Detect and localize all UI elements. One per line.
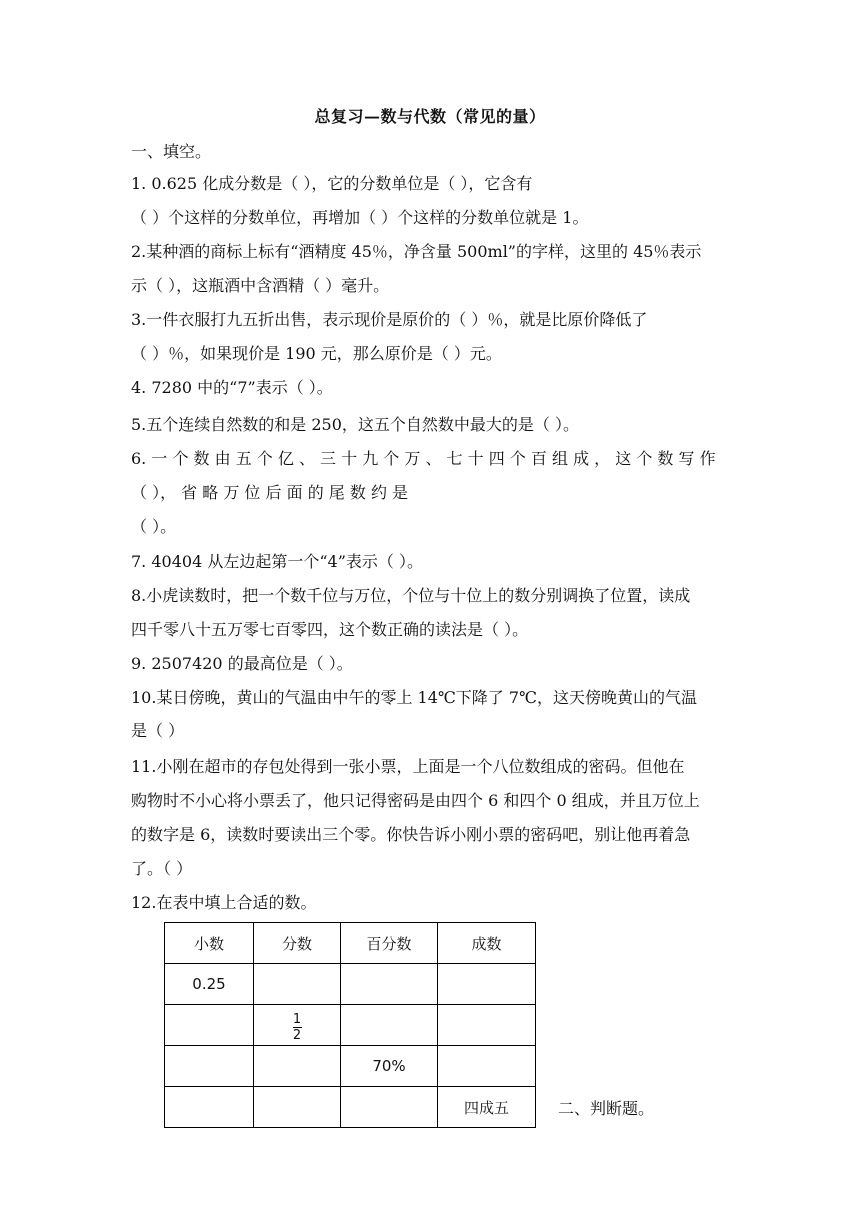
question-10-line-2: 是（ ） <box>131 721 185 740</box>
fraction-denominator: 2 <box>292 1027 302 1043</box>
cell-blank[interactable] <box>254 1046 341 1087</box>
question-11-line-2: 购物时不小心将小票丢了，他只记得密码是由四个 6 和四个 0 组成，并且万位上 <box>131 791 700 810</box>
cell-decimal: 0.25 <box>165 964 254 1005</box>
fraction-one-half <box>293 1013 302 1042</box>
question-11-line-1: 11.小刚在超市的存包处得到一张小票，上面是一个八位数组成的密码。但他在 <box>131 757 685 776</box>
question-6-line-2: （ ）， 省 略 万 位 后 面 的 尾 数 约 是 <box>131 483 409 502</box>
table-row <box>165 1087 536 1128</box>
cell-percent: 70% <box>341 1046 438 1087</box>
question-10-line-1: 10.某日傍晚，黄山的气温由中午的零上 14℃下降了 7℃，这天傍晚黄山的气温 <box>131 688 697 707</box>
question-3-line-2: （ ）％，如果现价是 190 元，那么原价是（ ）元。 <box>131 344 502 363</box>
table-header-row <box>165 923 536 964</box>
page-title: 总复习—数与代数（常见的量） <box>314 107 546 126</box>
cell-blank[interactable] <box>438 964 536 1005</box>
question-1-line-1: 1. 0.625 化成分数是（ ），它的分数单位是（ ），它含有 <box>131 174 533 193</box>
cell-blank[interactable] <box>341 1087 438 1128</box>
cell-blank[interactable] <box>254 1087 341 1128</box>
question-11-line-3: 的数字是 6，读数时要读出三个零。你快告诉小刚小票的密码吧，别让他再着急 <box>131 825 691 844</box>
fraction-numerator: 1 <box>292 1011 302 1027</box>
cell-blank[interactable] <box>165 1005 254 1046</box>
question-7: 7. 40404 从左边起第一个“4”表示（ ）。 <box>131 552 423 571</box>
question-2-line-2: 示（ ），这瓶酒中含酒精（ ）毫升。 <box>131 276 390 295</box>
question-12: 12.在表中填上合适的数。 <box>131 893 317 912</box>
header-decimal: 小数 <box>165 923 254 964</box>
cell-blank[interactable] <box>341 1005 438 1046</box>
question-9: 9. 2507420 的最高位是（ ）。 <box>131 654 353 673</box>
conversion-table <box>164 922 536 1128</box>
question-5: 5.五个连续自然数的和是 250，这五个自然数中最大的是（ ）。 <box>131 415 579 434</box>
question-4: 4. 7280 中的“7”表示（ ）。 <box>131 378 333 397</box>
cell-blank[interactable] <box>165 1046 254 1087</box>
table-row <box>165 964 536 1005</box>
header-chengshu: 成数 <box>438 923 536 964</box>
cell-fraction <box>254 1005 341 1046</box>
cell-blank[interactable] <box>438 1046 536 1087</box>
cell-blank[interactable] <box>438 1005 536 1046</box>
header-fraction: 分数 <box>254 923 341 964</box>
cell-blank[interactable] <box>341 964 438 1005</box>
question-11-line-4: 了。（ ） <box>131 859 193 878</box>
question-2-line-1: 2.某种酒的商标上标有“酒精度 45％，净含量 500ml”的字样，这里的 45％表示 <box>131 242 702 261</box>
section-heading-fill: 一、填空。 <box>131 142 212 161</box>
question-6-line-3: （ ）。 <box>131 517 177 536</box>
question-8-line-1: 8.小虎读数时，把一个数千位与万位，个位与十位上的数分别调换了位置，读成 <box>131 586 691 605</box>
table-row <box>165 1005 536 1046</box>
question-6-line-1: 6. 一 个 数 由 五 个 亿 、 三 十 九 个 万 、 七 十 四 个 百 组 成 ， 这 个 数 写 作 <box>131 449 716 468</box>
cell-blank[interactable] <box>254 964 341 1005</box>
question-3-line-1: 3.一件衣服打九五折出售，表示现价是原价的（ ）％，就是比原价降低了 <box>131 310 648 329</box>
section-heading-judge: 二、判断题。 <box>558 1099 655 1118</box>
cell-blank[interactable] <box>165 1087 254 1128</box>
question-8-line-2: 四千零八十五万零七百零四，这个数正确的读法是（ ）。 <box>131 620 529 639</box>
table-row <box>165 1046 536 1087</box>
header-percent: 百分数 <box>341 923 438 964</box>
question-1-line-2: （ ）个这样的分数单位，再增加（ ）个这样的分数单位就是 1。 <box>131 208 589 227</box>
cell-chengshu: 四成五 <box>438 1087 536 1128</box>
